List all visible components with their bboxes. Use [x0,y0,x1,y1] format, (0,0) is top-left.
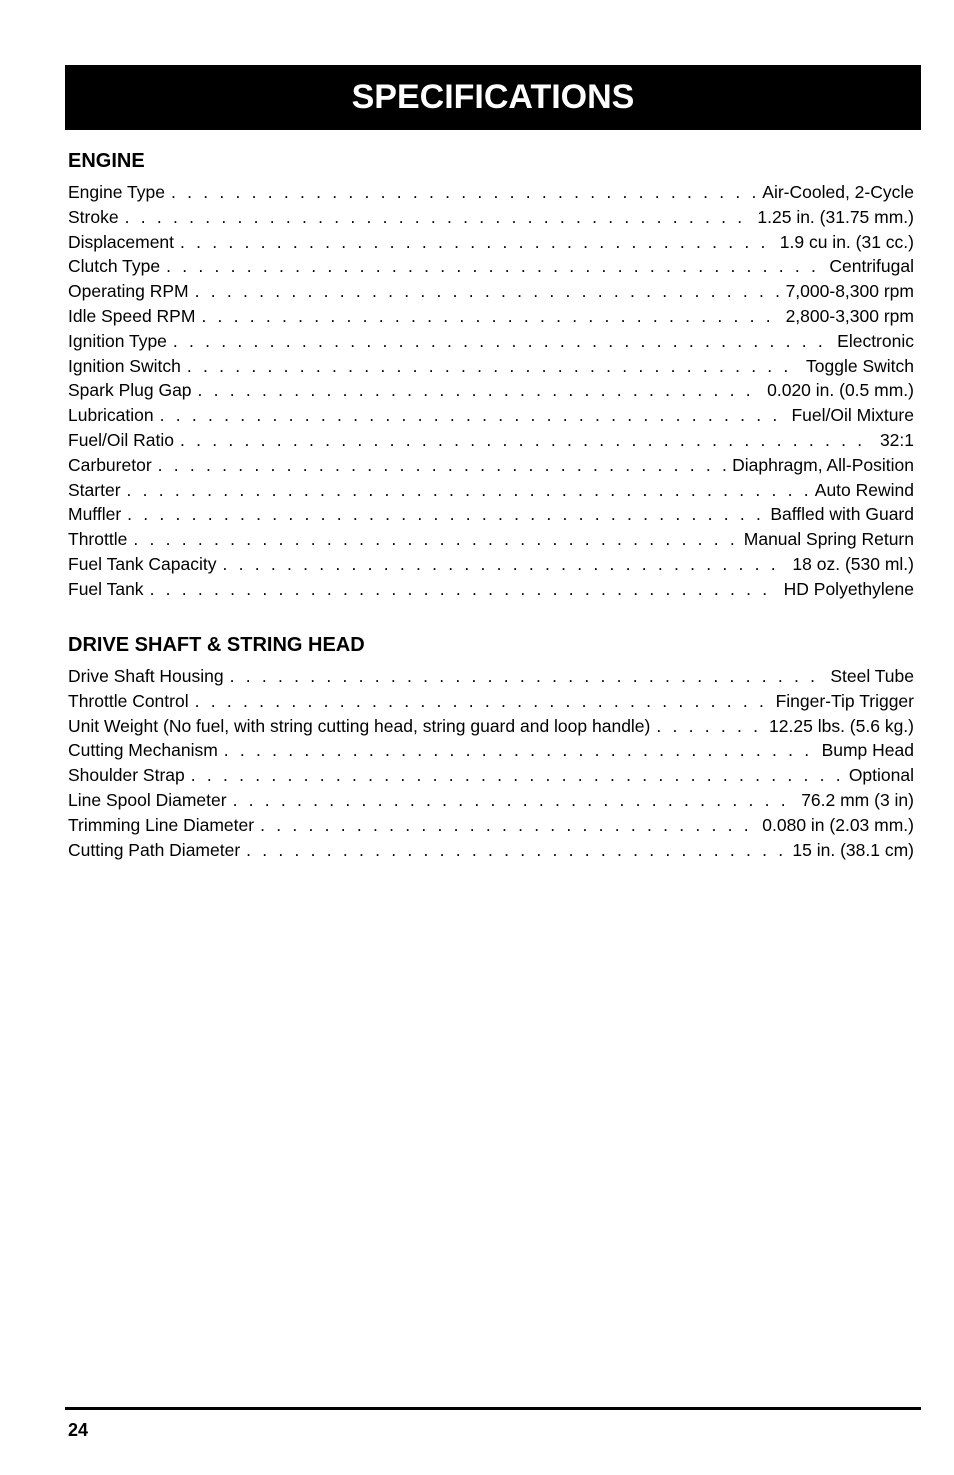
spec-label: Fuel Tank Capacity [68,553,217,574]
spec-row [68,502,914,527]
dot-leader [230,664,825,689]
spec-row [68,304,914,329]
dot-leader [125,205,752,230]
spec-label: Ignition Type [68,330,167,351]
spec-label: Carburetor [68,454,152,475]
dot-leader [127,502,764,527]
page-number: 24 [68,1420,89,1440]
spec-value: 0.020 in. (0.5 mm.) [767,380,914,401]
spec-row [68,552,914,577]
spec-label: Clutch Type [68,256,161,277]
spec-value: Steel Tube [830,666,914,686]
drive-shaft-section [68,632,914,862]
spec-value: 7,000-8,300 rpm [785,281,914,302]
spec-label: Shoulder Strap [68,765,185,786]
spec-list [68,664,914,862]
spec-row [68,453,914,478]
page-title: SPECIFICATIONS [351,78,635,116]
spec-row [68,329,914,354]
spec-value: 18 oz. (530 ml.) [792,553,914,574]
spec-label: Throttle [68,529,128,550]
dot-leader [127,478,809,503]
dot-leader [166,254,823,279]
footer-divider [65,1407,921,1410]
spec-value: Electronic [837,330,914,351]
spec-row [68,354,914,379]
spec-label: Fuel Tank [68,578,144,599]
spec-row [68,254,914,279]
dot-leader [180,230,774,255]
engine-section [68,148,914,602]
spec-label: Operating RPM [68,281,189,302]
dot-leader [260,813,756,838]
dot-leader [223,552,787,577]
spec-value: Baffled with Guard [770,504,914,525]
spec-label: Stroke [68,206,119,227]
spec-label: Fuel/Oil Ratio [68,429,175,450]
spec-row [68,428,914,453]
spec-value: 0.080 in (2.03 mm.) [762,814,914,835]
spec-row [68,527,914,552]
spec-label: Ignition Switch [68,355,181,376]
spec-label: Throttle Control [68,690,189,711]
dot-leader [195,279,780,304]
spec-value: Diaphragm, All-Position [732,454,914,475]
spec-row [68,813,914,838]
spec-value: Bump Head [821,740,914,761]
spec-label: Unit Weight (No fuel, with string cutting head, string guard and loop handle) [68,715,651,736]
spec-value: 15 in. (38.1 cm) [792,839,914,860]
spec-row [68,689,914,714]
spec-row [68,577,914,602]
spec-row [68,838,914,863]
spec-label: Muffler [68,504,122,525]
dot-leader [180,428,874,453]
spec-label: Line Spool Diameter [68,789,227,810]
spec-row [68,378,914,403]
spec-row [68,205,914,230]
dot-leader [191,763,843,788]
spec-value: Air-Cooled, 2-Cycle [762,182,914,202]
section-heading: DRIVE SHAFT & STRING HEAD [68,634,365,656]
spec-label: Drive Shaft Housing [68,666,224,686]
title-banner [65,65,921,130]
spec-row [68,788,914,813]
dot-leader [195,689,770,714]
dot-leader [133,527,737,552]
spec-row [68,738,914,763]
dot-leader [173,329,831,354]
spec-value: 1.9 cu in. (31 cc.) [779,231,914,252]
spec-value: HD Polyethylene [783,578,914,599]
spec-value: Manual Spring Return [743,529,914,550]
dot-leader [158,453,726,478]
spec-row [68,478,914,503]
spec-row [68,230,914,255]
dot-leader [201,304,779,329]
spec-row [68,664,914,689]
spec-value: Auto Rewind [814,479,914,500]
spec-value: 12.25 lbs. (5.6 kg.) [769,715,914,736]
spec-row [68,714,914,739]
spec-label: Trimming Line Diameter [68,814,255,835]
spec-value: 76.2 mm (3 in) [801,789,914,810]
spec-value: Optional [848,765,914,786]
dot-leader [187,354,800,379]
dot-leader [233,788,796,813]
spec-label: Starter [68,479,121,500]
spec-row [68,180,914,205]
spec-label: Lubrication [68,405,154,426]
dot-leader [150,577,778,602]
spec-label: Cutting Path Diameter [68,839,241,860]
dot-leader [171,180,756,205]
spec-label: Displacement [68,231,175,252]
dot-leader [224,738,816,763]
dot-leader [246,838,786,863]
spec-value: Fuel/Oil Mixture [791,405,914,426]
spec-label: Engine Type [68,182,165,202]
dot-leader [198,378,762,403]
spec-label: Spark Plug Gap [68,380,192,401]
dot-leader [160,403,786,428]
spec-list [68,180,914,602]
spec-row [68,279,914,304]
dot-leader [656,714,763,739]
spec-value: 32:1 [879,429,914,450]
spec-row [68,403,914,428]
spec-value: Toggle Switch [806,355,914,376]
spec-value: 2,800-3,300 rpm [785,305,914,326]
section-heading: ENGINE [68,150,145,172]
spec-label: Cutting Mechanism [68,740,218,761]
spec-value: Centrifugal [829,256,914,277]
spec-value: 1.25 in. (31.75 mm.) [757,206,914,227]
spec-value: Finger-Tip Trigger [775,690,914,711]
spec-label: Idle Speed RPM [68,305,196,326]
spec-row [68,763,914,788]
